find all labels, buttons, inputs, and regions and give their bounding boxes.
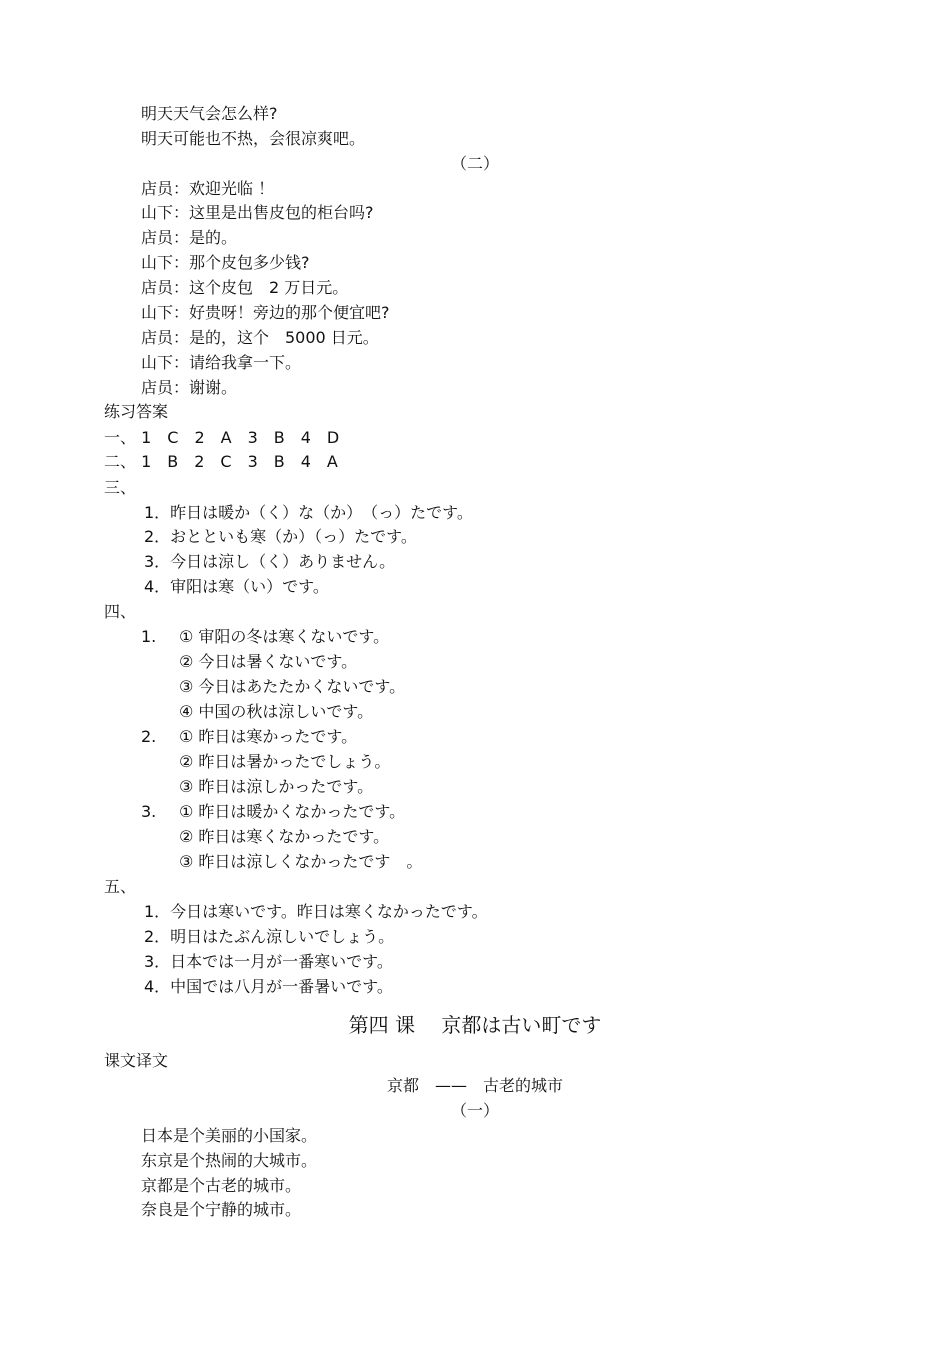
story-title: 京都 —— 古老的城市 <box>386 1076 563 1095</box>
answer-item: 3．日本では一月が一番寒いです。 <box>144 952 393 971</box>
part-label: 四、 <box>104 602 137 621</box>
text-line: 奈良是个宁静的城市。 <box>141 1200 302 1219</box>
answer-item: ③ 昨日は涼しかったです。 <box>179 777 374 796</box>
text-line: 日本是个美丽的小国家。 <box>141 1126 318 1145</box>
section-heading: 练习答案 <box>104 402 169 421</box>
answer-item: 4．审阳は寒（い）です。 <box>144 577 329 596</box>
answer-item: ④ 中国の秋は涼しいです。 <box>179 702 374 721</box>
dialogue-line: 店员：这个皮包 2 万日元。 <box>141 278 349 297</box>
section-marker: （二） <box>450 154 499 173</box>
lesson-title: 第四 课 京都は古い町です <box>348 1013 602 1037</box>
answer-item: 1．今日は寒いです。昨日は寒くなかったです。 <box>144 902 488 921</box>
text-line: 明天天气会怎么样? <box>141 104 278 123</box>
group-number: 3. <box>141 802 157 821</box>
text-line: 明天可能也不热，会很凉爽吧。 <box>141 129 366 148</box>
answer-item: 3．今日は涼し（く）ありません。 <box>144 552 396 571</box>
answer-item: ② 今日は暑くないです。 <box>179 652 358 671</box>
group-number: 2. <box>141 727 157 746</box>
answer-item: 4．中国では八月が一番暑いです。 <box>144 977 393 996</box>
dialogue-line: 山下：这里是出售皮包的柜台吗? <box>141 203 374 222</box>
answer-line: 二、 1 B 2 C 3 B 4 A <box>104 452 338 471</box>
text-line: 东京是个热闹的大城市。 <box>141 1151 318 1170</box>
dialogue-line: 店员：欢迎光临 ！ <box>141 179 275 198</box>
answer-line: 一、 1 C 2 A 3 B 4 D <box>104 428 340 447</box>
group-number: 1. <box>141 627 157 646</box>
answer-item: 2．おとといも寒（か）（っ）たです。 <box>144 527 417 546</box>
part-label: 三、 <box>104 478 137 497</box>
text-line: 京都是个古老的城市。 <box>141 1176 302 1195</box>
answer-item: ③ 今日はあたたかくないです。 <box>179 677 406 696</box>
part-label: 五、 <box>104 877 137 896</box>
answer-item: ① 昨日は暖かくなかったです。 <box>179 802 406 821</box>
answer-item: ① 审阳の冬は寒くないです。 <box>179 627 390 646</box>
dialogue-line: 店员：是的。 <box>141 228 238 247</box>
answer-item: ① 昨日は寒かったです。 <box>179 727 358 746</box>
section-marker: （一） <box>450 1101 499 1120</box>
answer-item: 1．昨日は暖か（く）な（か） （っ）たです。 <box>144 503 473 522</box>
answer-item: ③ 昨日は涼しくなかったです 。 <box>179 852 423 871</box>
dialogue-line: 店员：是的，这个 5000 日元。 <box>141 328 379 347</box>
dialogue-line: 店员：谢谢。 <box>141 378 238 397</box>
answer-item: ② 昨日は寒くなかったです。 <box>179 827 390 846</box>
section-heading: 课文译文 <box>104 1051 169 1070</box>
dialogue-line: 山下：那个皮包多少钱? <box>141 253 310 272</box>
answer-item: ② 昨日は暑かったでしょう。 <box>179 752 391 771</box>
answer-item: 2．明日はたぶん涼しいでしょう。 <box>144 927 395 946</box>
dialogue-line: 山下：请给我拿一下。 <box>141 353 302 372</box>
dialogue-line: 山下：好贵呀！旁边的那个便宜吧? <box>141 303 390 322</box>
